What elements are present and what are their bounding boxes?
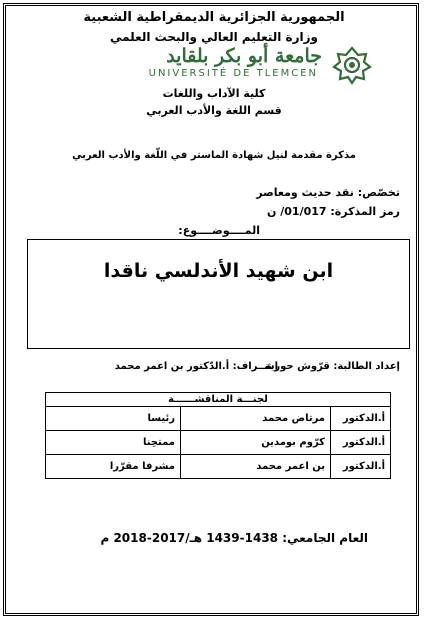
committee-table	[45, 392, 391, 479]
student-name: إعداد الطالبة: قرّوش حورية	[264, 361, 400, 372]
ministry-title: وزارة التعليم العالي والبحث العلمي	[109, 30, 319, 44]
member-role: ممتحِنا	[46, 431, 181, 455]
thesis-title-box	[27, 239, 410, 349]
thesis-description: مذكرة مقدمة لنيل شهادة الماستر في اللّغة والأدب العربي	[72, 150, 356, 161]
member-role: مشرفا مقرّرا	[46, 455, 181, 479]
specialization: تخصّص: نقد حديث ومعاصر	[256, 186, 400, 199]
republic-title: الجمهورية الجزائرية الديمقراطية الشعبية	[83, 10, 345, 25]
subject-label: المــــوضــــوع:	[178, 224, 260, 237]
member-title: أ.الدكتور	[331, 455, 391, 479]
member-title: أ.الدكتور	[331, 431, 391, 455]
faculty-name: كلية الآداب واللغات	[162, 87, 266, 100]
member-name: بن اعمر محمد	[181, 455, 331, 479]
memo-code: رمز المذكرة: 01/017/ ن	[267, 205, 400, 218]
academic-year: العام الجامعي: 1438-1439 هـ/2017-2018 م	[100, 531, 368, 545]
department-name: قسم اللغة والأدب العربي	[146, 104, 282, 117]
member-role: رئيسا	[46, 407, 181, 431]
committee-row	[46, 431, 391, 455]
member-name: مرتاض محمد	[181, 407, 331, 431]
thesis-title: ابن شهيد الأندلسي ناقدا	[103, 260, 334, 282]
member-name: كرّوم بومدين	[181, 431, 331, 455]
university-name-arabic: جامعة أبو بكر بلقايد	[166, 45, 322, 67]
committee-heading: لجنـــة المناقشــــــة	[46, 393, 391, 407]
university-name-french: UNIVERSITÉ DE TLEMCEN	[148, 68, 318, 79]
member-title: أ.الدكتور	[331, 407, 391, 431]
university-logo	[72, 45, 372, 83]
supervisor-name: إشــراف: أ.الدّكتور بن اعمر محمد	[114, 361, 278, 372]
committee-row	[46, 407, 391, 431]
committee-row	[46, 455, 391, 479]
university-emblem-icon	[332, 45, 372, 85]
